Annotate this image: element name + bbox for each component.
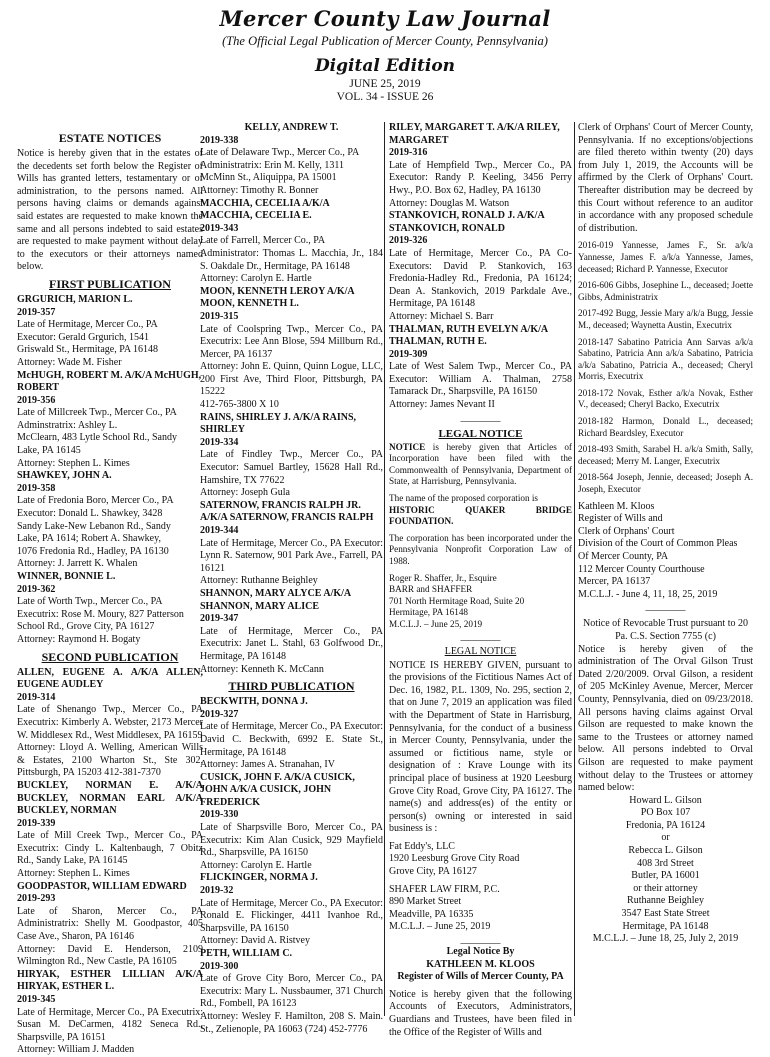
estate-entry bbox=[200, 122, 383, 198]
estate-line: McClearn, 483 Lytle School Rd., Sandy bbox=[17, 432, 177, 444]
estate-attorney: Attorney: Carolyn E. Hartle bbox=[200, 273, 312, 285]
estate-attorney: Attorney: Lloyd A. Welling, American Wills & Estates, 2100 Wharton St., Ste 302, Pittsburgh, PA 15203 412-381-7370 bbox=[17, 742, 203, 779]
estate-number: 2019-330 bbox=[200, 809, 239, 821]
separator-rule: ________ bbox=[460, 934, 501, 946]
estate-attorney: Attorney: David A. Ristvey bbox=[200, 935, 310, 947]
notice-text: Clerk of Orphans' Court of Mercer County, Pennsylvania. If no exceptions/objections are filed thereto within twenty (20) days from July 1, 2019, the Accounts will be affirmed by the Clerk of Orphans' Court. Thereafter distribution may be decreed by this Court without reference to an auditor in accordance with any proposed schedule of distribution. bbox=[578, 122, 753, 234]
estate-name: RAINS, SHIRLEY J. A/K/A RAINS, SHIRLEY bbox=[200, 411, 357, 436]
estate-line: Griswald St., Hermitage, PA 16148 bbox=[17, 344, 159, 356]
notice-signature: Meadville, PA 16335 bbox=[389, 908, 474, 920]
trustee-address: Fredonia, PA 16124 bbox=[625, 819, 706, 831]
estate-entry bbox=[200, 588, 383, 676]
account-entry: 2016-606 Gibbs, Josephine L., deceased; Joette Gibbs, Administratrix bbox=[578, 280, 753, 302]
estate-line: Lake, PA 1614; Robert A. Shawkey, bbox=[17, 533, 161, 545]
estate-number: 2019-339 bbox=[17, 817, 56, 829]
estate-name: RILEY, MARGARET T. A/K/A RILEY, MARGARET bbox=[389, 122, 560, 146]
estate-attorney: Attorney: Timothy R. Bonner bbox=[200, 184, 319, 196]
estate-line: Late of Millcreek Twp., Mercer Co., PA bbox=[17, 407, 177, 419]
estate-line: Late of Hermitage, Mercer Co., PA Executrix: Janet L. Stahl, 63 Golfwood Dr., Hermitage, PA 16148 bbox=[200, 625, 383, 662]
account-entry: 2018-147 Sabatino Patricia Ann Sarvas a/k/a Sabatino, Patricia Ann a/k/a Sabatino, Patricia a/k/a Sabatino, Patricia A., deceased; Cheryl Morris, Executrix bbox=[578, 336, 753, 382]
or-text: or their attorney bbox=[633, 882, 698, 894]
estate-name: McHUGH, ROBERT M. A/K/A McHUGH, ROBERT bbox=[17, 369, 202, 394]
separator-rule: ________ bbox=[645, 601, 686, 613]
estate-line: School Rd., Grove City, PA 16127 bbox=[17, 621, 155, 633]
estate-attorney: Attorney: William J. Madden bbox=[17, 1044, 135, 1056]
attorney-name: Ruthanne Beighley bbox=[627, 895, 704, 907]
estate-attorney: Attorney: Douglas M. Watson bbox=[389, 197, 510, 209]
attorney-address: 3547 East State Street bbox=[621, 908, 710, 920]
masthead bbox=[0, 0, 770, 104]
account-entry: 2018-182 Harmon, Donald L., deceased; Richard Beardsley, Executor bbox=[578, 416, 753, 438]
estate-number: 2019-32 bbox=[200, 885, 234, 897]
second-publication-heading: SECOND PUBLICATION bbox=[41, 649, 179, 664]
account-entry: 2018-564 Joseph, Jennie, deceased; Joseph A. Joseph, Executor bbox=[578, 472, 753, 495]
estate-line: Late of Sharon, Mercer Co., PA Administratrix: Shelly M. Goodpastor, 405 Case Ave., Sharon, PA 16146 bbox=[17, 905, 203, 943]
estate-number: 2019-357 bbox=[17, 306, 56, 318]
notice-signature: 701 North Hermitage Road, Suite 20 bbox=[389, 595, 525, 606]
notice-signature: Hermitage, PA 16148 bbox=[389, 607, 469, 618]
estate-name: PETH, WILLIAM C. bbox=[200, 948, 293, 959]
notice-signature: 890 Market Street bbox=[389, 896, 462, 908]
estate-attorney: Attorney: Wade M. Fisher bbox=[17, 356, 122, 368]
issue-date: JUNE 25, 2019 bbox=[349, 78, 421, 90]
estate-entry bbox=[17, 969, 203, 1057]
account-entry: 2018-493 Smith, Sarabel H. a/k/a Smith, Sally, deceased; Merry M. Langer, Executrix bbox=[578, 444, 753, 466]
column-divider bbox=[574, 122, 575, 1016]
register-signature: Division of the Court of Common Pleas bbox=[578, 538, 738, 550]
column-4 bbox=[578, 122, 753, 946]
estate-attorney: Attorney: John E. Quinn, Quinn Logue, LLC, 200 First Ave, Third Floor, Pittsburgh, PA 15222 bbox=[200, 361, 383, 398]
edition-label: Digital Edition bbox=[314, 56, 456, 76]
estate-attorney: Attorney: Kenneth K. McCann bbox=[200, 663, 324, 675]
or-text: or bbox=[661, 832, 670, 844]
estate-name: CUSICK, JOHN F. A/K/A CUSICK, JOHN A/K/A CUSICK, JOHN FREDERICK bbox=[200, 771, 355, 808]
register-signature: Clerk of Orphans' Court bbox=[578, 525, 675, 537]
estate-entry bbox=[17, 370, 203, 471]
notice-heading: KATHLEEN M. KLOOS bbox=[426, 958, 535, 970]
estate-attorney: Attorney: Stephen L. Kimes bbox=[17, 457, 130, 469]
account-entry: 2016-019 Yannesse, James F., Sr. a/k/a Yannesse, James F. a/k/a Yannesse, James, deceased; Richard P. Yannesse, Executor bbox=[578, 240, 753, 274]
estate-name: ALLEN, EUGENE A. A/K/A ALLEN, EUGENE AUDLEY bbox=[17, 666, 203, 691]
column-2 bbox=[200, 122, 383, 1036]
journal-subtitle: (The Official Legal Publication of Mercer County, Pennsylvania) bbox=[222, 34, 548, 48]
estate-entry bbox=[17, 780, 203, 881]
estate-line: Late of Coolspring Twp., Mercer Co., PA Executrix: Lee Ann Blose, 594 Millburn Rd., Mercer, PA 16137 bbox=[200, 323, 383, 360]
notice-signature: Roger R. Shaffer, Jr., Esquire bbox=[389, 572, 497, 583]
estate-line: Late of Hempfield Twp., Mercer Co., PA Executor: Randy P. Keeling, 3456 Perry Hwy., P.O. Box 62, Hadley, PA 16130 bbox=[389, 159, 572, 196]
column-1 bbox=[17, 128, 203, 1057]
estate-line: Late of Hermitage, Mercer Co., PA Executor: Ronald E. Flickinger, 4411 Ivanhoe Rd., Sharpsville, PA 16150 bbox=[200, 897, 383, 934]
estate-entry bbox=[389, 122, 572, 210]
notice-address: 1920 Leesburg Grove City Road bbox=[389, 853, 520, 865]
estate-line: Late of Hermitage, Mercer Co., PA Executor: David C. Beckwith, 6992 E. State St., Hermitage, PA 16148 bbox=[200, 721, 383, 758]
estate-attorney: Attorney: Raymond H. Bogaty bbox=[17, 633, 141, 645]
estate-attorney: Attorney: Michael S. Barr bbox=[389, 310, 494, 322]
column-divider bbox=[384, 122, 385, 1016]
estate-line: Late of Findley Twp., Mercer Co., PA Executor: Samuel Bartley, 15628 Hall Rd., Hamshire, TX 77622 bbox=[200, 449, 383, 486]
register-signature: Mercer, PA 16137 bbox=[578, 576, 651, 588]
estate-line: Administratrix: Erin M. Kelly, 1311 bbox=[200, 159, 344, 171]
estate-attorney: Attorney: Carolyn E. Hartle bbox=[200, 859, 312, 871]
estate-attorney: Attorney: David E. Henderson, 2109 Wilmington Rd., New Castle, PA 16105 bbox=[17, 943, 203, 968]
trust-notice-title: Pa. C.S. Section 7755 (c) bbox=[615, 630, 716, 642]
estate-attorney: Attorney: Ruthanne Beighley bbox=[200, 575, 318, 587]
estate-entry bbox=[200, 198, 383, 286]
estate-line: McMinn St., Aliquippa, PA 15001 bbox=[200, 172, 337, 184]
estate-name: BUCKLEY, NORMAN E. A/K/A BUCKLEY, NORMAN EARL A/K/A BUCKLEY, NORMAN bbox=[17, 779, 203, 817]
trust-notice-title: Notice of Revocable Trust pursuant to 20 bbox=[583, 618, 748, 630]
estate-name: MOON, KENNETH LEROY A/K/A MOON, KENNETH L. bbox=[200, 285, 355, 310]
estate-line: Late of Farrell, Mercer Co., PA bbox=[200, 235, 326, 247]
estate-line: Late of Hermitage, Mercer Co., PA Executrix: Susan M. DeCarmen, 4182 Seneca Rd., Sharpsville, PA 16151 bbox=[17, 1006, 203, 1043]
notice-lead: NOTICE bbox=[389, 441, 426, 452]
estate-line: Executor: Gerald Grgurich, 1541 bbox=[17, 331, 149, 343]
estate-attorney: Attorney: James A. Stranahan, IV bbox=[200, 759, 335, 771]
estate-line: Late of Fredonia Boro, Mercer Co., PA bbox=[17, 495, 174, 507]
estate-name: FLICKINGER, NORMA J. bbox=[200, 872, 318, 884]
estate-entry bbox=[17, 881, 203, 969]
estate-name: STANKOVICH, RONALD J. A/K/A STANKOVICH, RONALD bbox=[389, 210, 545, 234]
notice-text: The name of the proposed corporation is bbox=[389, 493, 538, 504]
account-entry: 2018-172 Novak, Esther a/k/a Novak, Esther V., deceased; Cheryl Backo, Executrix bbox=[578, 387, 753, 410]
estate-name: HIRYAK, ESTHER LILLIAN A/K/A HIRYAK, ESTHER L. bbox=[17, 968, 203, 993]
estate-line: Late of West Salem Twp., Mercer Co., PA Executor: William A. Thalman, 2758 Tamarack Dr., Sharpsville, PA 16150 bbox=[389, 361, 572, 398]
trustee-address: 408 3rd Street bbox=[637, 857, 694, 869]
separator-rule: ________ bbox=[460, 630, 501, 642]
estate-attorney: Attorney: J. Jarrett K. Whalen bbox=[17, 558, 138, 570]
estate-name: BECKWITH, DONNA J. bbox=[200, 696, 308, 708]
estate-number: 2019-356 bbox=[17, 394, 56, 406]
estate-entry bbox=[200, 948, 383, 1036]
estate-number: 2019-338 bbox=[200, 134, 239, 146]
estate-number: 2019-293 bbox=[17, 893, 56, 905]
estate-entry bbox=[17, 294, 203, 370]
notice-address: Grove City, PA 16127 bbox=[389, 866, 477, 878]
estate-entry bbox=[17, 571, 203, 647]
estate-line: Late of Shenango Twp., Mercer Co., PA Executrix: Kimberly A. Webster, 2173 Mercer W. Middlesex Rd., West Middlesex, PA 16159 bbox=[17, 704, 203, 741]
register-signature: Kathleen M. Kloos bbox=[578, 500, 655, 512]
estate-line: Late of Grove City Boro, Mercer Co., PA Executrix: Mary L. Nussbaumer, 371 Church Rd., Fombell, PA 16123 bbox=[200, 973, 383, 1010]
estate-number: 2019-334 bbox=[200, 436, 239, 448]
estate-line: Sandy Lake-New Lebanon Rd., Sandy bbox=[17, 520, 171, 532]
notice-address: Fat Eddy's, LLC bbox=[389, 840, 455, 852]
estate-entry bbox=[389, 210, 572, 323]
trustee-address: PO Box 107 bbox=[640, 807, 691, 819]
first-publication-heading: FIRST PUBLICATION bbox=[49, 276, 171, 291]
legal-notice-title: LEGAL NOTICE bbox=[438, 427, 523, 440]
trustee-name: Rebecca L. Gilson bbox=[628, 845, 703, 857]
register-signature: Of Mercer County, PA bbox=[578, 551, 669, 562]
estate-number: 2019-362 bbox=[17, 583, 56, 595]
notice-heading: Register of Wills of Mercer County, PA bbox=[397, 971, 564, 983]
estate-name: GRGURICH, MARION L. bbox=[17, 293, 133, 305]
register-signature: Register of Wills and bbox=[578, 513, 663, 525]
estate-entry bbox=[17, 470, 203, 571]
notice-text: Notice is hereby given that the following Accounts of Executors, Administrators, Guardians and Trustees, have been filed in the Office of the Register of Wills and bbox=[389, 988, 572, 1038]
estate-number: 2019-300 bbox=[200, 960, 239, 972]
notice-text: NOTICE IS HEREBY GIVEN, pursuant to the provisions of the Fictitious Names Act of Dec. 16, 1982, P.L. 1309, No. 295, section 2, that on June 7, 2019 an application was filed with the Department of State in Harrisburg, Pennsylvania, for the conduct of a business in Mercer County, Pennsylvania, under the assumed or fictitious name, style or designation of : Krave Lounge with its principal place of business at 1920 Leesburg Grove City Road, Grove City, PA 16127. The name(s) and address(es) of the entity or person(s) owning or interested in said business is : bbox=[389, 659, 572, 835]
column-3 bbox=[389, 122, 572, 1039]
estate-name: SHAWKEY, JOHN A. bbox=[17, 470, 112, 482]
estate-name: THALMAN, RUTH EVELYN A/K/A THALMAN, RUTH E. bbox=[389, 323, 548, 348]
estate-name: GOODPASTOR, WILLIAM EDWARD bbox=[17, 880, 187, 892]
estate-number: 2019-309 bbox=[389, 348, 428, 360]
notice-signature: BARR and SHAFFER bbox=[389, 584, 473, 595]
attorney-address: Hermitage, PA 16148 bbox=[622, 920, 709, 932]
estate-number: 2019-343 bbox=[200, 222, 239, 234]
estate-number: 2019-345 bbox=[17, 994, 56, 1005]
trustee-address: Butler, PA 16001 bbox=[631, 870, 700, 882]
estate-number: 2019-315 bbox=[200, 310, 239, 322]
estate-notices-intro: Notice is hereby given that in the estates of the decedents set forth below the Register of Wills has granted letters, testamentary or of administration, to the persons named. All persons having claims or demands against said estates are requested to make known the same and all persons indebted to said estates are requested to make payment without delay to the executors or their attorneys named below. bbox=[17, 148, 203, 273]
estate-attorney: Attorney: Stephen L. Kimes bbox=[17, 868, 130, 880]
notice-publication-date: M.C.L.J. – June 18, 25, July 2, 2019 bbox=[592, 933, 739, 945]
estate-number: 2019-347 bbox=[200, 613, 239, 625]
estate-line: Late of Hermitage, Mercer Co., PA bbox=[17, 319, 158, 331]
register-signature: 112 Mercer County Courthouse bbox=[578, 563, 705, 575]
estate-line: Adminstratrix: Ashley L. bbox=[17, 419, 118, 431]
corporation-name: HISTORIC QUAKER BRIDGE FOUNDATION. bbox=[389, 504, 572, 527]
estate-number: 2019-314 bbox=[17, 691, 56, 703]
journal-title: Mercer County Law Journal bbox=[219, 6, 551, 31]
estate-line: Executrix: Rose M. Moury, 827 Patterson bbox=[17, 608, 184, 620]
estate-number: 2019-358 bbox=[17, 482, 56, 494]
estate-attorney: Attorney: Wesley F. Hamilton, 208 S. Main. St., Zelienople, PA 16063 (724) 452-7776 bbox=[200, 1010, 383, 1035]
estate-line: Late of Hermitage, Mercer Co., PA Executor: Lynn R. Saternow, 901 Park Ave., Farrell, PA 16121 bbox=[200, 537, 383, 574]
notice-publication-date: M.C.L.J. – June 25, 2019 bbox=[389, 618, 483, 629]
estate-number: 2019-344 bbox=[200, 525, 239, 536]
estate-line: 1076 Fredonia Rd., Hadley, PA 16130 bbox=[17, 545, 169, 557]
notice-publication-date: M.C.L.J. – June 25, 2019 bbox=[389, 921, 491, 933]
estate-attorney: Attorney: James Nevant II bbox=[389, 399, 495, 411]
legal-notice-fictitious-name bbox=[389, 645, 572, 934]
legal-notice-register bbox=[389, 946, 572, 1039]
estate-notices-heading: ESTATE NOTICES bbox=[58, 131, 162, 145]
estate-line: Late of Delaware Twp., Mercer Co., PA bbox=[200, 147, 360, 159]
estate-phone: 412-765-3800 X 10 bbox=[200, 399, 279, 411]
trustee-name: Howard L. Gilson bbox=[629, 794, 702, 806]
notice-text: Notice is hereby given of the administration of The Orval Gilson Trust Dated 2/20/2009. Orval Gilson, a resident of 205 McKinley Avenue, Mercer, Mercer County, Pennsylvania, died on 09/23/2018. All persons having claims against Orval Gilson are requested to make known the same to the Trustees or attorney named below. All persons indebted to Orval Gilson are requested to make payment without delay to the Trustees or attorney named below: bbox=[578, 643, 753, 794]
estate-entry bbox=[389, 324, 572, 412]
estate-line: Administrator: Thomas L. Macchia, Jr., 184 S. Oakdale Dr., Hermitage, PA 16148 bbox=[200, 247, 383, 272]
estate-attorney: Attorney: Joseph Gula bbox=[200, 487, 290, 499]
estate-entry bbox=[200, 286, 383, 412]
notice-signature: SHAFER LAW FIRM, P.C. bbox=[389, 883, 500, 895]
estate-line: Late of Hermitage, Mercer Co., PA Co-Executors: David P. Stankovich, 163 Fredonia-Hadley Rd., Fredonia, PA 16124; Dean A. Stankovich, 2019 Parkdale Ave., Hermitage, PA 16148 bbox=[389, 247, 572, 310]
notice-publication-date: M.C.L.J. - June 4, 11, 18, 25, 2019 bbox=[578, 588, 718, 600]
estate-name: SHANNON, MARY ALYCE A/K/A SHANNON, MARY ALICE bbox=[200, 587, 351, 612]
estate-name: SATERNOW, FRANCIS RALPH JR. A/K/A SATERNOW, FRANCIS RALPH bbox=[200, 499, 374, 524]
estate-line: Late of Mill Creek Twp., Mercer Co., PA Executrix: Cindy L. Kaltenbaugh, 7 Obitz Rd., Sandy Lake, PA 16145 bbox=[17, 830, 203, 867]
estate-entry bbox=[17, 667, 203, 780]
estate-name: WINNER, BONNIE L. bbox=[17, 571, 116, 582]
legal-notice-title: LEGAL NOTICE bbox=[444, 645, 517, 657]
estate-line: Late of Worth Twp., Mercer Co., PA bbox=[17, 596, 163, 608]
estate-number: 2019-316 bbox=[389, 147, 428, 159]
estate-number: 2019-327 bbox=[200, 708, 239, 720]
estate-line: Lake, PA 16145 bbox=[17, 445, 81, 457]
account-entry: 2017-492 Bugg, Jessie Mary a/k/a Bugg, Jessie M., deceased; Waynetta Austin, Executrix bbox=[578, 308, 753, 330]
estate-entry bbox=[200, 500, 383, 588]
estate-number: 2019-326 bbox=[389, 235, 428, 247]
estate-entry bbox=[200, 412, 383, 500]
estate-line: Executor: Donald L. Shawkey, 3428 bbox=[17, 508, 163, 520]
estate-name: MACCHIA, CECELIA A/K/A MACCHIA, CECELIA E. bbox=[200, 197, 330, 222]
estate-entry bbox=[200, 772, 383, 873]
estate-entry bbox=[200, 872, 383, 948]
notice-text: is hereby given that Articles of Incorporation have been filed with the Commonwealth of Pennsylvania, Department of State, at Harrisburg, Pennsylvania. bbox=[389, 441, 572, 487]
estate-name: KELLY, ANDREW T. bbox=[244, 122, 339, 133]
estate-line: Late of Sharpsville Boro, Mercer Co., PA Executrix: Kim Alan Cusick, 929 Mayfield Rd., Sharpsville, PA 16150 bbox=[200, 822, 383, 859]
notice-heading: Legal Notice By bbox=[446, 946, 515, 958]
estate-entry bbox=[200, 696, 383, 772]
third-publication-heading: THIRD PUBLICATION bbox=[228, 679, 355, 694]
legal-notice-incorporation bbox=[389, 427, 572, 631]
notice-text: The corporation has been incorporated under the Pennsylvania Nonprofit Corporation Law of 1988. bbox=[389, 532, 572, 566]
issue-volume: VOL. 34 - ISSUE 26 bbox=[336, 91, 434, 103]
separator-rule: ________ bbox=[460, 411, 501, 423]
